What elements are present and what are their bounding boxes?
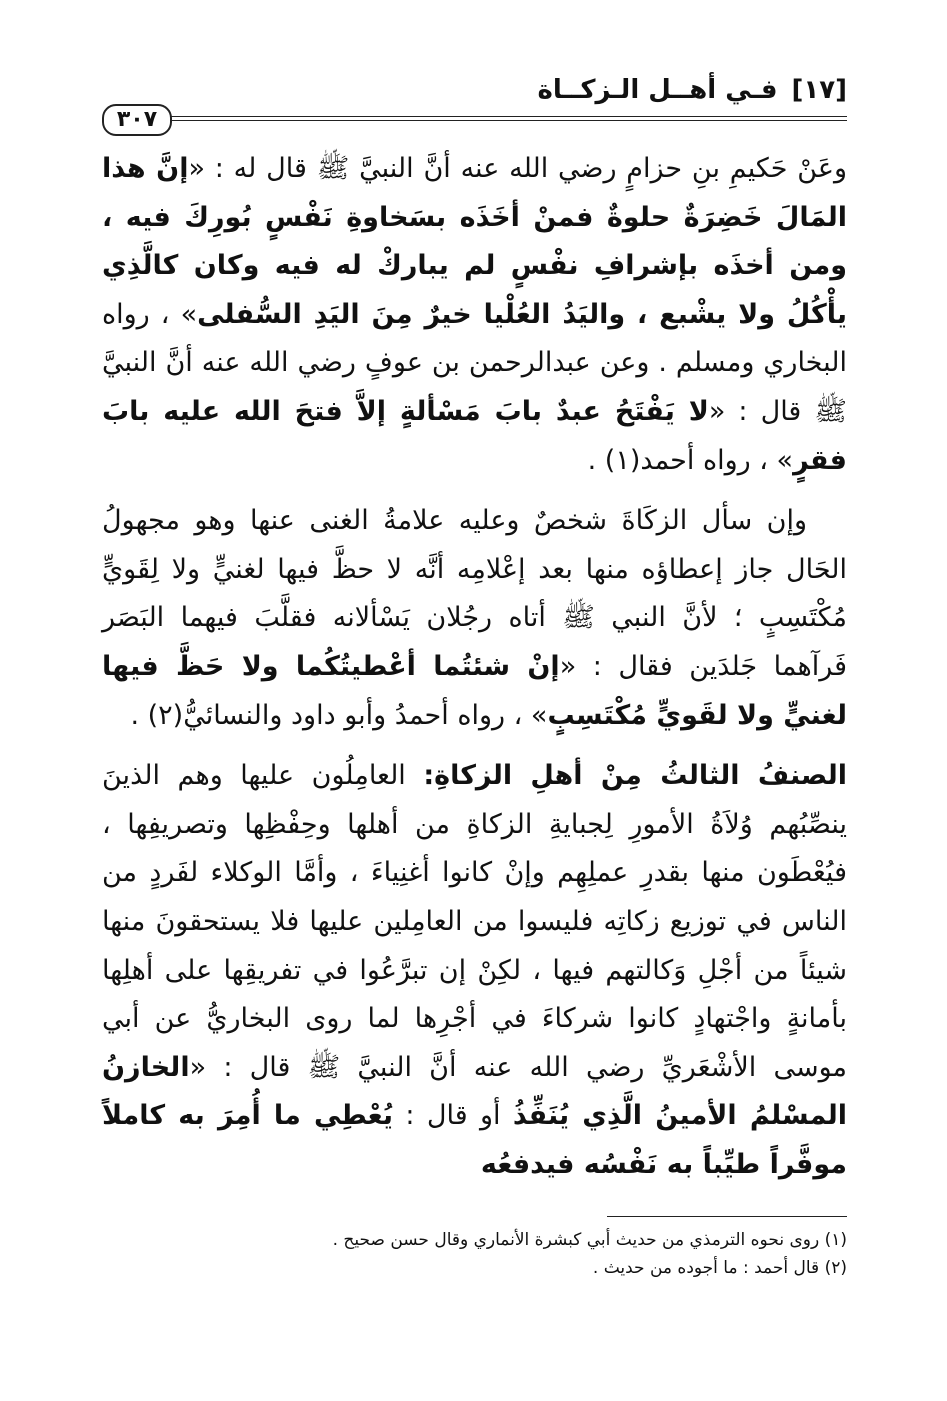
hadith-quote: إنَّ هذا المَالَ خَضِرَةٌ حلوةٌ فمنْ أخَذَه بسَخاوةِ نَفْسٍ بُورِكَ فيه ، ومن أخذَه بإشرافِ نفْسٍ لم يباركْ له فيه وكان كالَّذِي يأْكُلُ ولا يشْبع ، واليَدُ العُلْيا خيرٌ مِنَ اليَدِ السُّفلى xyxy=(102,153,847,330)
chapter-title: فـي أهــل الـزكــاة xyxy=(537,75,778,105)
text-segment: » ، رواه أحمد(١) . xyxy=(587,444,794,476)
hadith-quote: يُعْطِي ما أُمِرَ به كاملاً موفَّراً طيِّباً به نَفْسُه فيدفعُه xyxy=(102,1100,847,1180)
footnote-1: (١) روى نحوه الترمذي من حديث أبي كبشرة الأنماري وقال حسن صحيح . xyxy=(332,1230,847,1250)
page-number: ٣٠٧ xyxy=(102,104,172,136)
main-text xyxy=(102,145,847,1201)
chapter-number: [١٧] xyxy=(791,75,847,105)
header-title-block xyxy=(537,72,847,108)
hadith-quote: الخازنُ المسْلمُ الأمينُ الَّذِي يُنَفِّذُ xyxy=(102,1051,848,1132)
header-rule xyxy=(167,116,847,121)
footnotes xyxy=(102,1226,847,1282)
text-segment: وعَنْ حَكيمِ بنِ حزامٍ رضي الله عنه أنَّ النبيَّ ﷺ قال له : « xyxy=(188,153,847,184)
paragraph-3 xyxy=(102,752,847,1189)
text-segment: » ، رواه أحمدُ وأبو داود والنسائيُّ(٢) . xyxy=(130,699,548,731)
footnote-2: (٢) قال أحمد : ما أجوده من حديث . xyxy=(592,1258,847,1278)
text-segment: » ، رواه البخاري ومسلم . وعن عبدالرحمن بن عوفٍ رضي الله عنه أنَّ النبيَّ ﷺ قال : « xyxy=(102,298,847,427)
paragraph-2 xyxy=(102,497,847,740)
text-segment: العامِلُون عليها وهم الذينَ ينصِّبُهم وُلاَةُ الأمورِ لِجبايةِ الزكاةِ من أهلها وحِفْظِها وتصريفِها ، فيُعْطَون منها بقدرِ عملِهِم وإنْ كانوا أغنِياءَ ، وأمَّا الوكلاء لفَردٍ من الناس في توزيع زكاتِه فليسوا من العامِلين عليها فلا يستحقونَ منها شيئاً من أجْلِ وَكالتهم فيها ، لكِنْ إن تبرَّعُوا في تفريقِها على أهلِها بأمانةٍ واجْتهادٍ كانوا شركاءَ في أجْرِها لما روى البخاريُّ عن أبي موسى الأشْعَريِّ رضي الله عنه أنَّ النبيَّ ﷺ قال : « xyxy=(102,760,847,1083)
hadith-quote: إنْ شئتُما أعْطيتُكُما ولا حَظَّ فيها لغنيٍّ ولا لقَويٍّ مُكْتَسِبٍ xyxy=(102,650,847,731)
footnote-separator xyxy=(607,1216,847,1217)
text-segment: أو قال : xyxy=(393,1100,513,1132)
section-heading: الصنفُ الثالثُ مِنْ أهلِ الزكاةِ: xyxy=(423,760,847,792)
text-segment: وإن سأل الزكَاةَ شخصٌ وعليه علامةُ الغنى عنها وهو مجهولُ الحَال جاز إعطاؤه منها بعد إعْلامِه أنَّه لا حظَّ فيها لغنيٍّ ولا لِقَويٍّ مُكْتَسِبٍ ؛ لأنَّ النبي ﷺ أتاه رجُلان يَسْألانه فقلَّبَ فيهما البَصَر فَرآهما جَلدَين فقال : « xyxy=(102,505,847,682)
paragraph-1 xyxy=(102,145,847,485)
hadith-quote: لا يَفْتَحُ عبدٌ بابَ مَسْألةٍ إلاَّ فتحَ الله عليه بابَ فقرٍ xyxy=(102,395,847,476)
running-header xyxy=(102,72,847,132)
